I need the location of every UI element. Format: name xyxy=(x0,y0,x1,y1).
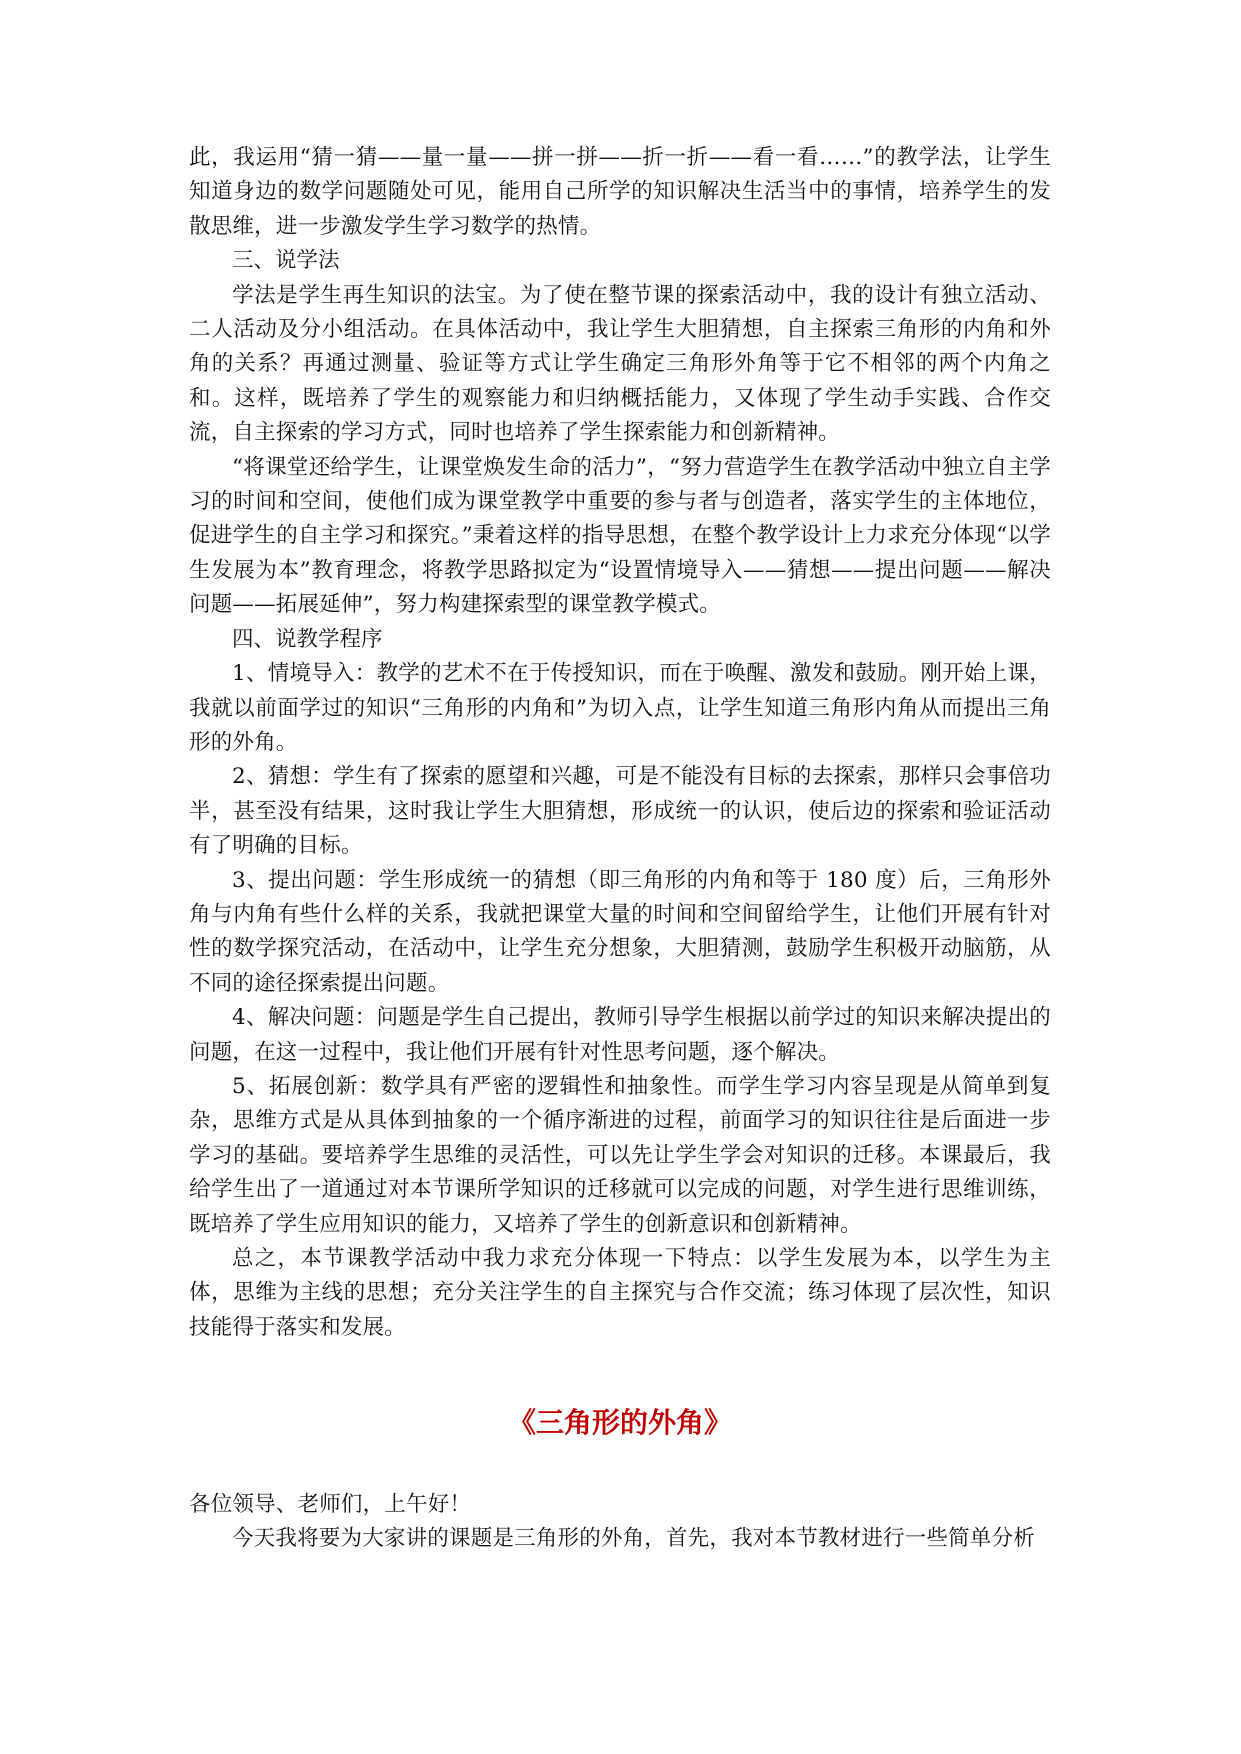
section-3-heading: 三、说学法 xyxy=(232,248,340,274)
section-4-heading: 四、说教学程序 xyxy=(232,626,383,652)
step-4-paragraph: 4、解决问题：问题是学生自己提出，教师引导学生根据以前学过的知识来解决提出的问题，在这一过程中，我让他们开展有针对性思考问题，逐个解决。 xyxy=(189,1005,1051,1065)
step-5-paragraph: 5、拓展创新：数学具有严密的逻辑性和抽象性。而学生学习内容呈现是从简单到复杂，思维方式是从具体到抽象的一个循序渐进的过程，前面学习的知识往往是后面进一步学习的基础。要培养学生思维的灵活性，可以先让学生学会对知识的迁移。本课最后，我给学生出了一道通过对本节课所学知识的迁移就可以完成的问题，对学生进行思维训练，既培养了学生应用知识的能力，又培养了学生的创新意识和创新精神。 xyxy=(189,1073,1051,1237)
document-title: 《三角形的外角》 xyxy=(507,1406,732,1439)
body-text xyxy=(189,141,1051,1345)
opening-paragraph: 今天我将要为大家讲的课题是三角形的外角，首先，我对本节教材进行一些简单分析 xyxy=(232,1526,1035,1552)
opening-section xyxy=(189,1488,1051,1557)
step-1-paragraph: 1、情境导入：教学的艺术不在于传授知识，而在于唤醒、激发和鼓励。刚开始上课，我就以前面学过的知识“三角形的内角和”为切入点，让学生知道三角形内角从而提出三角形的外角。 xyxy=(189,661,1051,755)
section-3-paragraph-2: “将课堂还给学生，让课堂焕发生命的活力”，“努力营造学生在教学活动中独立自主学习的时间和空间，使他们成为课堂教学中重要的参与者与创造者，落实学生的主体地位，促进学生的自主学习和探究。”秉着这样的指导思想，在整个教学设计上力求充分体现“以学生发展为本”教育理念，将教学思路拟定为“设置情境导入——猜想——提出问题——解决问题——拓展延伸”，努力构建探索型的课堂教学模式。 xyxy=(189,454,1051,618)
greeting: 各位领导、老师们，上午好！ xyxy=(189,1492,472,1517)
intro-continuation: 此，我运用“猜一猜——量一量——拼一拼——折一折——看一看……”的教学法，让学生知道身边的数学问题随处可见，能用自己所学的知识解决生活当中的事情，培养学生的发散思维，进一步激发学生学习数学的热情。 xyxy=(189,145,1051,239)
summary-paragraph: 总之，本节课教学活动中我力求充分体现一下特点：以学生发展为本，以学生为主体，思维为主线的思想；充分关注学生的自主探究与合作交流；练习体现了层次性，知识技能得于落实和发展。 xyxy=(189,1246,1051,1340)
step-2-paragraph: 2、猜想：学生有了探索的愿望和兴趣，可是不能没有目标的去探索，那样只会事倍功半，甚至没有结果，这时我让学生大胆猜想，形成统一的认识，使后边的探索和验证活动有了明确的目标。 xyxy=(189,764,1051,859)
step-3-paragraph: 3、提出问题：学生形成统一的猜想（即三角形的内角和等于 180 度）后，三角形外角与内角有些什么样的关系，我就把课堂大量的时间和空间留给学生，让他们开展有针对性的数学探究活动，在活动中，让学生充分想象，大胆猜测，鼓励学生积极开动脑筋，从不同的途径探索提出问题。 xyxy=(189,867,1051,996)
section-3-paragraph-1: 学法是学生再生知识的法宝。为了使在整节课的探索活动中，我的设计有独立活动、二人活动及分小组活动。在具体活动中，我让学生大胆猜想，自主探索三角形的内角和外角的关系？再通过测量、验证等方式让学生确定三角形外角等于它不相邻的两个内角之和。这样，既培养了学生的观察能力和归纳概括能力，又体现了学生动手实践、合作交流，自主探索的学习方式，同时也培养了学生探索能力和创新精神。 xyxy=(189,282,1051,446)
